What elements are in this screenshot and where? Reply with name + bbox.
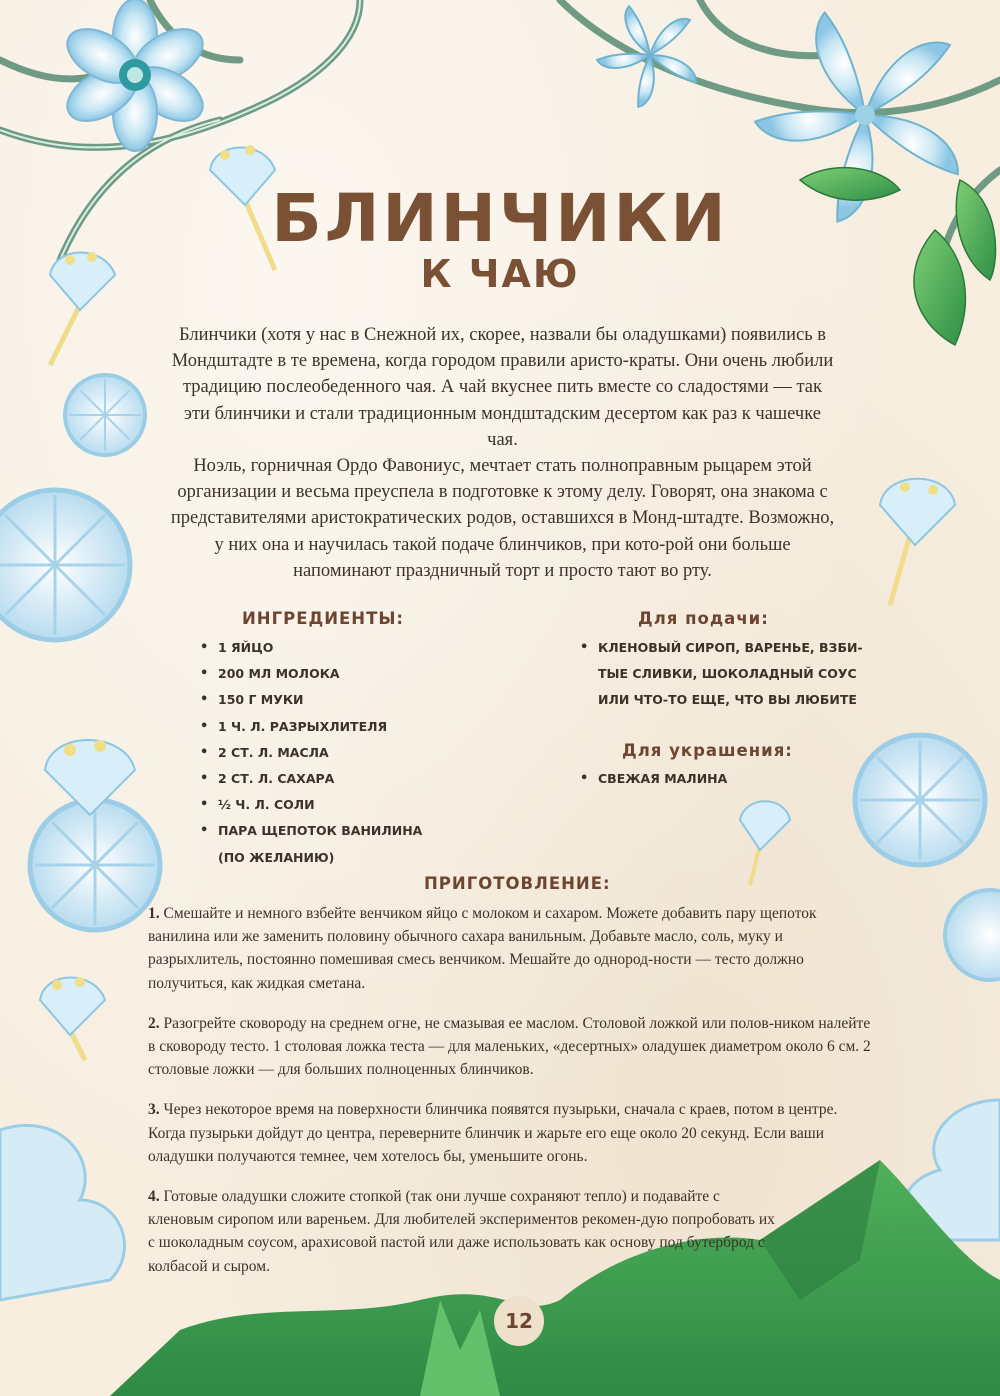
citrus-slice-left-2 — [0, 490, 130, 640]
citrus-slice-left-1 — [65, 375, 145, 455]
decoration-item: • СВЕЖАЯ МАЛИНА — [580, 766, 880, 792]
ingredient-item: • ПАРА ЩЕПОТОК ВАНИЛИНА — [200, 818, 460, 844]
ingredient-item-continued — [200, 845, 460, 871]
step-text: Через некоторое время на поверхности блинчика появятся пузырьки, сначала с краев, потом в центре. Когда пузырьки дойдут до центра, переверните блинчик и жарьте его еще около 20 секунд. Если ваши оладушки получаются темнее, чем хотелось бы, уменьшите огонь. — [148, 1101, 838, 1165]
citrus-slice-left-3 — [30, 800, 160, 930]
preparation-steps — [148, 902, 878, 1295]
ingredient-item: • ½ Ч. Л. СОЛИ — [200, 792, 460, 818]
ingredient-item: • 200 МЛ МОЛОКА — [200, 661, 460, 687]
fan-flower-right-1 — [880, 479, 955, 605]
step-text: Смешайте и немного взбейте венчиком яйцо с молоком и сахаром. Можете добавить пару щепоток ванилина или же заменить половину обычного сахара ванильным. Добавьте масло, соль, муку и разрыхлитель, постоянно помешивая смесь венчиком. Мешайте до однород-ности — тесто должно получиться, как жидкая сметана. — [148, 905, 817, 992]
step-3 — [148, 1098, 878, 1168]
cloud-bottom-left — [0, 1125, 124, 1300]
step-number: 3. — [148, 1101, 160, 1119]
ingredient-item: • 2 СТ. Л. САХАРА — [200, 766, 460, 792]
citrus-slice-right-1 — [855, 735, 985, 865]
flower-top-right-small — [596, 6, 696, 108]
ingredient-item: • 150 Г МУКИ — [200, 687, 460, 713]
serving-line: ИЛИ ЧТО-ТО ЕЩЕ, ЧТО ВЫ ЛЮБИТЕ — [598, 692, 857, 708]
intro-paragraph: Ноэль, горничная Ордо Фавониус, мечтает стать полноправным рыцарем этой организации и весьма преуспела в подготовке к этому делу. Говорят, она знакома с представителями аристократических родов, оставшихся в Монд-штадте. Возможно, у них она и научилась такой подаче блинчиков, при кото-рой они больше напоминают праздничный торт и просто тают во рту. — [170, 456, 835, 581]
decoration-list — [580, 766, 880, 792]
citrus-slice-right-2 — [945, 890, 1000, 980]
step-4 — [148, 1185, 778, 1278]
decoration-heading: Для украшения: — [622, 741, 793, 760]
intro-paragraph: Блинчики (хотя у нас в Снежной их, скорее, назвали бы оладушками) появились в Мондштадте в те времена, когда городом правили аристо-краты. Они очень любили традицию послеобеденного чая. А чай вкуснее пить вместе со сладостями — так эти блинчики и стали традиционным мондштадским десертом как раз к чашечке чая. — [171, 325, 834, 450]
recipe-title: БЛИНЧИКИ — [271, 180, 729, 257]
preparation-heading: ПРИГОТОВЛЕНИЕ: — [424, 874, 611, 893]
step-number: 4. — [148, 1188, 160, 1206]
serving-heading: Для подачи: — [638, 609, 769, 628]
ingredients-list — [200, 635, 460, 871]
serving-item — [580, 635, 880, 714]
serving-line: • КЛЕНОВЫЙ СИРОП, ВАРЕНЬЕ, ВЗБИ- — [598, 640, 863, 655]
step-number: 2. — [148, 1014, 160, 1032]
ingredient-item: • 1 ЯЙЦО — [200, 635, 460, 661]
recipe-subtitle: К ЧАЮ — [420, 252, 580, 296]
ingredient-item: • 2 СТ. Л. МАСЛА — [200, 740, 460, 766]
fan-flower-right-2 — [740, 801, 790, 885]
ingredients-heading: ИНГРЕДИЕНТЫ: — [242, 609, 405, 628]
step-2 — [148, 1012, 878, 1082]
step-1 — [148, 902, 878, 995]
ingredient-continuation: (ПО ЖЕЛАНИЮ) — [218, 849, 335, 865]
serving-list — [580, 635, 880, 714]
page-number: 12 — [494, 1296, 544, 1346]
step-text: Разогрейте сковороду на среднем огне, не смазывая ее маслом. Столовой ложкой или полов-ником налейте в сковороду тесто. 1 столовая ложка теста — для маленьких, «десертных» оладушек диаметром около 6 см. 2 столовые ложки — для больших полноценных блинчиков. — [148, 1014, 871, 1079]
step-number: 1. — [148, 905, 160, 922]
ingredient-item: • 1 Ч. Л. РАЗРЫХЛИТЕЛЯ — [200, 714, 460, 740]
fan-flower-left-4 — [40, 977, 105, 1060]
intro-text — [170, 322, 835, 584]
serving-line: ТЫЕ СЛИВКИ, ШОКОЛАДНЫЙ СОУС — [598, 666, 857, 682]
step-text: Готовые оладушки сложите стопкой (так они лучше сохраняют тепло) и подавайте с кленовым сиропом или вареньем. Для любителей экспериментов рекомен-дую попробовать их с шоколадным соусом, арахисовой пастой или даже использовать как основу под бутерброд с колбасой и сыром. — [148, 1188, 775, 1275]
